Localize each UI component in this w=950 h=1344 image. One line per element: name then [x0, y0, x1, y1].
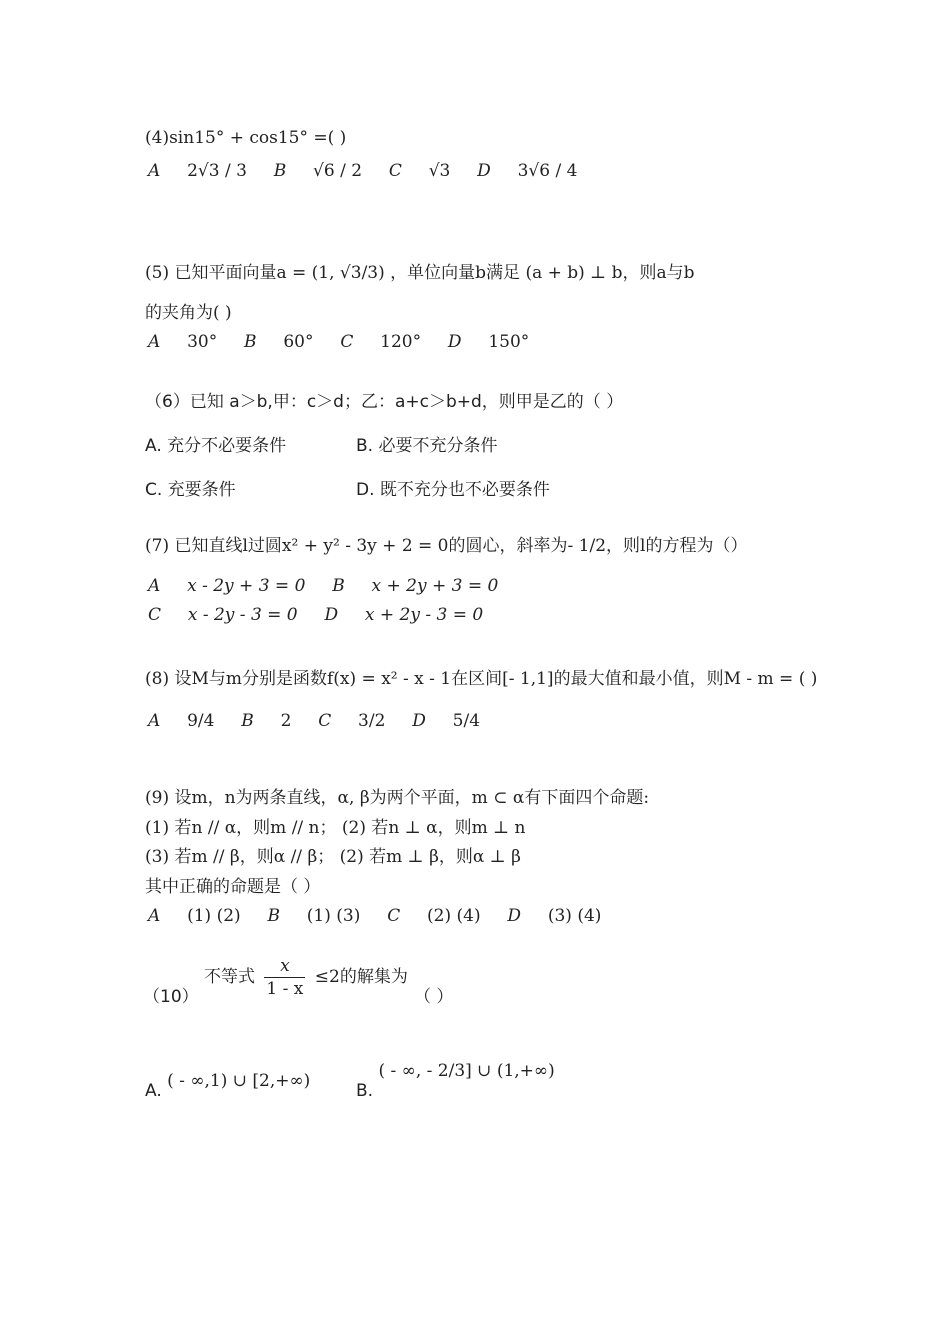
q4-option-a-value: 2√3 / 3: [187, 161, 247, 181]
q10-option-a: [145, 1070, 311, 1101]
q7-option-c-label: C: [148, 605, 162, 625]
q10-fraction-numerator: x: [264, 955, 305, 978]
q9-option-b-value: (1) (3): [306, 906, 361, 926]
q10-option-b-label: B.: [356, 1081, 374, 1101]
q10-option-b-value: ( - ∞, - 2/3] ∪ (1,+∞): [378, 1061, 555, 1081]
q4-stem: (4)sin15° + cos15° =( ): [145, 128, 347, 148]
q8-options: [148, 710, 480, 732]
q9-stem: (9) 设m，n为两条直线，α, β为两个平面，m ⊂ α有下面四个命题:: [145, 788, 650, 808]
q6-stem: （6）已知 a＞b,甲：c＞d；乙：a+c＞b+d，则甲是乙的（ ）: [145, 392, 624, 412]
q10-option-a-value: ( - ∞,1) ∪ [2,+∞): [167, 1071, 311, 1091]
q10-fraction-denominator: 1 - x: [266, 979, 304, 999]
q10-stem: [204, 955, 408, 1000]
q9-options: [148, 905, 601, 927]
q10-stem-suffix: ≤2的解集为: [314, 967, 408, 987]
q8-option-a-value: 9/4: [187, 711, 215, 731]
q8-option-a-label: A: [148, 711, 161, 731]
q7-option-a-label: A: [148, 576, 161, 596]
q9-question: 其中正确的命题是（ ）: [145, 877, 321, 897]
q7-option-d-value: x + 2y - 3 = 0: [364, 605, 484, 625]
q10-fraction: [264, 955, 305, 1000]
q4-option-b-label: B: [273, 161, 287, 181]
q10-option-a-label: A.: [145, 1081, 162, 1101]
q6-option-a: A. 充分不必要条件: [145, 436, 287, 456]
q7-options-row1: [148, 575, 498, 597]
q5-option-c-label: C: [340, 332, 354, 352]
q4-options: [148, 160, 577, 182]
q9-option-a-label: A: [148, 906, 161, 926]
q7-option-b-label: B: [332, 576, 345, 596]
q5-option-b-label: B: [244, 332, 257, 352]
q9-option-a-value: (1) (2): [187, 906, 241, 926]
q5-option-a-label: A: [148, 332, 161, 352]
q5-option-d-value: 150°: [488, 332, 530, 352]
q9-option-d-label: D: [507, 906, 522, 926]
q9-proposition-row1: (1) 若n // α，则m // n； (2) 若n ⊥ α，则m ⊥ n: [145, 818, 526, 838]
q4-option-b-value: √6 / 2: [313, 161, 363, 181]
q7-option-a-value: x - 2y + 3 = 0: [187, 576, 306, 596]
q10-stem-prefix: 不等式: [204, 967, 255, 987]
q8-option-d-value: 5/4: [452, 711, 481, 731]
q10-number: （10）: [143, 987, 199, 1007]
q5-stem-cont: 的夹角为( ): [145, 303, 232, 323]
q10-option-b: [356, 1060, 555, 1101]
q4-option-c-value: √3: [428, 161, 451, 181]
q9-proposition-row2: (3) 若m // β，则α // β； (2) 若m ⊥ β，则α ⊥ β: [145, 847, 522, 867]
q8-option-c-label: C: [318, 711, 332, 731]
q7-stem: (7) 已知直线l过圆x² + y² - 3y + 2 = 0的圆心，斜率为- 1/2，则l的方程为（）: [145, 536, 748, 556]
q6-option-d: D. 既不充分也不必要条件: [356, 480, 550, 500]
q5-option-d-label: D: [447, 332, 462, 352]
q4-option-c-label: C: [388, 161, 402, 181]
q5-option-a-value: 30°: [187, 332, 218, 352]
q8-option-b-value: 2: [280, 711, 292, 731]
q8-option-d-label: D: [412, 711, 426, 731]
q5-options: [148, 331, 529, 353]
q7-option-d-label: D: [324, 605, 339, 625]
q6-option-b: B. 必要不充分条件: [356, 436, 498, 456]
q9-option-c-label: C: [387, 906, 401, 926]
q5-option-c-value: 120°: [380, 332, 422, 352]
q8-stem: (8) 设M与m分别是函数f(x) = x² - x - 1在区间[- 1,1]的最大值和最小值，则M - m = ( ): [145, 669, 818, 689]
q7-option-c-value: x - 2y - 3 = 0: [187, 605, 298, 625]
q7-options-row2: [148, 604, 483, 626]
q5-option-b-value: 60°: [283, 332, 314, 352]
q9-option-c-value: (2) (4): [427, 906, 481, 926]
q6-option-c: C. 充要条件: [145, 480, 236, 500]
q8-option-b-label: B: [241, 711, 254, 731]
q4-option-d-value: 3√6 / 4: [517, 161, 578, 181]
q8-option-c-value: 3/2: [358, 711, 386, 731]
q10-paren: （ ）: [414, 987, 454, 1007]
q5-stem: (5) 已知平面向量a = (1, √3/3) ，单位向量b满足 (a + b) ⊥ b，则a与b: [145, 263, 695, 283]
q9-option-b-label: B: [267, 906, 280, 926]
q9-option-d-value: (3) (4): [547, 906, 602, 926]
q4-option-d-label: D: [477, 161, 491, 181]
q7-option-b-value: x + 2y + 3 = 0: [371, 576, 499, 596]
q4-option-a-label: A: [148, 161, 161, 181]
